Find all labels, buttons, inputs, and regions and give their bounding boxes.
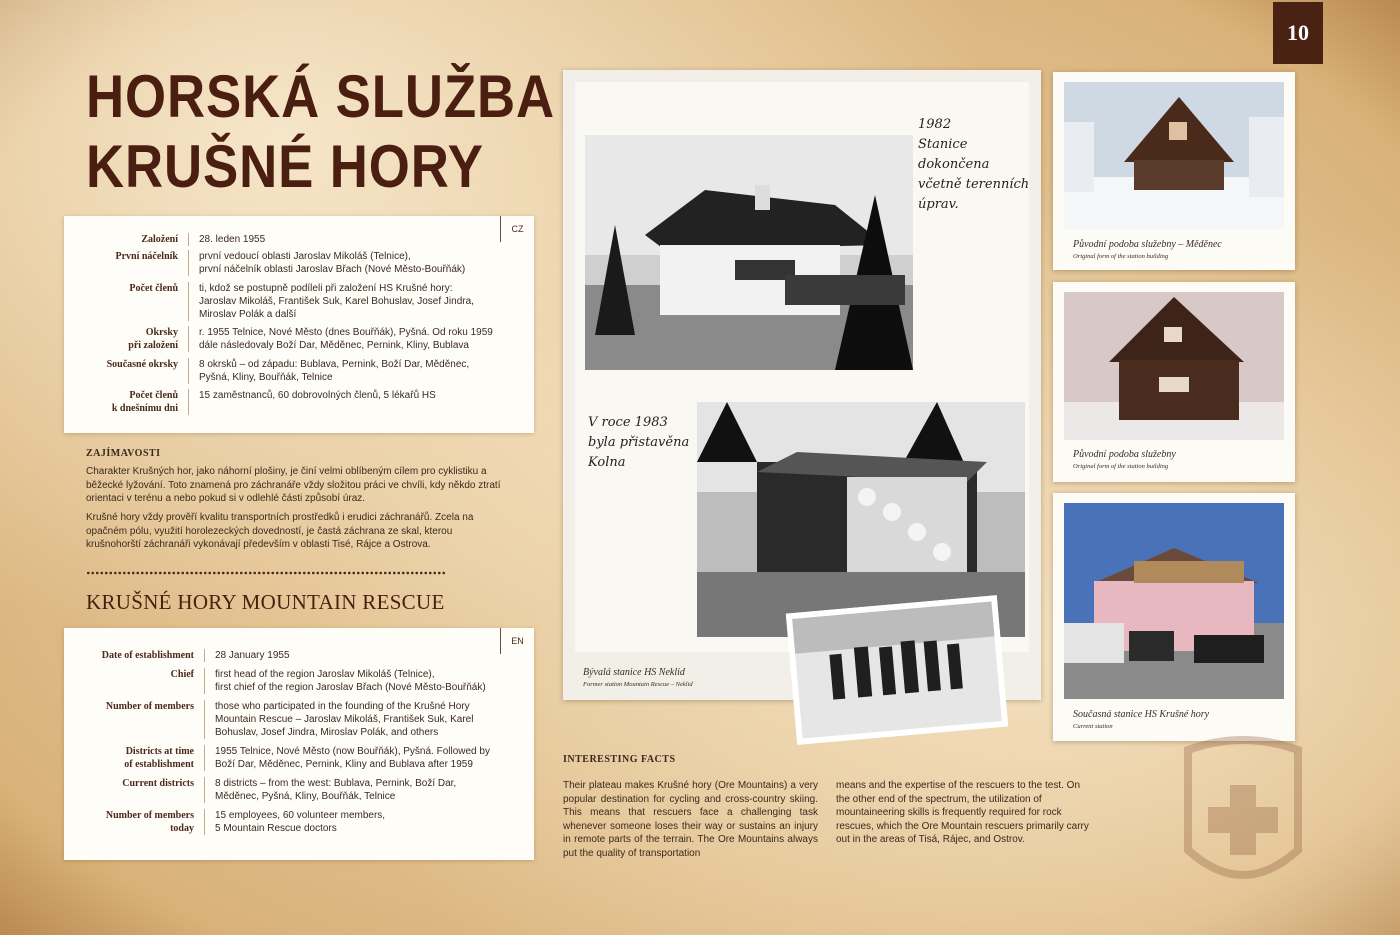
page-number: 10 [1273,2,1323,64]
horska-sluzba-logo-watermark [1168,730,1318,900]
lang-tag-cz: CZ [500,216,534,242]
cz-row [64,282,534,321]
row-value: 8 okrsků – od západu: Bublava, Pernink, Boží Dar, Měděnec, Pyšná, Kliny, Bouřňák, Telnice [199,359,470,383]
row-key: Chief [64,668,205,694]
row-value: první vedoucí oblasti Jaroslav Mikoláš (Telnice), první náčelník oblasti Jaroslav Břach (Nové Město-Bouřňák) [199,251,466,275]
row-value: 15 employees, 60 volunteer members, 5 Mountain Rescue doctors [215,810,386,834]
photo-card-current [1053,493,1295,741]
cz-row [64,233,534,246]
photo-current-station [1064,503,1284,699]
photo-caption-1: Původní podoba služebny – Měděnec [1073,239,1222,250]
photo-caption-2: Původní podoba služebny [1073,449,1176,460]
row-value: 8 districts – from the west: Bublava, Pernink, Boží Dar, Měděnec, Pyšná, Kliny, Bouřňák, Telnice [215,778,457,802]
row-key: Okrsky při založení [64,326,189,352]
row-key: První náčelník [64,250,189,276]
row-value: 1955 Telnice, Nové Město (now Bouřňák), Pyšná. Followed by Boží Dar, Měděnec, Pernink, Kliny and Bublava after 1959 [215,746,490,770]
album-page [563,70,1041,700]
row-value: 28 January 1955 [215,650,290,661]
row-value: r. 1955 Telnice, Nové Město (dnes Bouřňák), Pyšná. Od roku 1959 dále následovaly Boží Dar, Měděnec, Pernink, Kliny, Bublava [199,327,493,351]
en-row [64,777,534,803]
interesting-facts-col-1: Their plateau makes Krušné hory (Ore Mountains) a very popular destination for cycling and cross-country skiing. This means that rescuers face a challenging task whenever someone loses their way or sustains an injury in remote parts of the terrain. The Ore Mountains always put the quality of transportation [563,780,818,859]
photo-original-station [1064,292,1284,440]
cz-row [64,358,534,384]
en-row [64,668,534,694]
album-photo-station-1982 [585,135,913,370]
row-key: Current districts [64,777,205,803]
row-key: Number of members today [64,809,205,835]
album-caption-sub: Former station Mountain Rescue – Neklid [583,681,693,688]
en-info-card [64,628,534,860]
row-value: 15 zaměstnanců, 60 dobrovolných členů, 5 lékařů HS [199,390,436,401]
zajimavosti-paragraph-1: Charakter Krušných hor, jako náhorní plošiny, je činí velmi oblíbeným cílem pro cyklistiku a běžecké lyžování. Toto znamená pro záchranáře vždy složitou práci ve chvíli, kdy někdo ztratí orientaci v terénu a nebo pokud si v odlehlé části způsobí úraz. [86,466,501,504]
cz-row [64,326,534,352]
photo-caption-3: Současná stanice HS Krušné hory [1073,709,1210,720]
interesting-facts-heading: INTERESTING FACTS [563,754,676,765]
photo-caption-sub-2: Original form of the station building [1073,463,1169,470]
section-divider [86,571,446,575]
row-key: Districts at time of establishment [64,745,205,771]
title-line-1: HORSKÁ SLUŽBA [86,63,556,130]
album-photo-rescuers [786,595,1009,745]
cz-row [64,250,534,276]
row-key: Počet členů k dnešnímu dni [64,389,189,415]
cz-info-card [64,216,534,433]
interesting-facts-col-2: means and the expertise of the rescuers to the test. On the other end of the spectrum, the utilization of mountaineering skills is frequently required for rock rescues, which the Ore Mountain rescuers primarily carry out in the areas of Tisá, Rájec, and Ostrov. [836,780,1089,845]
row-key: Number of members [64,700,205,739]
lang-tag-en: EN [500,628,534,654]
album-note-1983: V roce 1983 byla přistavěna Kolna [588,415,690,470]
en-row [64,649,534,662]
zajimavosti-heading: ZAJÍMAVOSTI [86,448,161,459]
en-row [64,700,534,739]
row-value: ti, kdož se postupně podíleli při založení HS Krušné hory: Jaroslav Mikoláš, František Suk, Karel Bohuslav, Josef Jindra, Miroslav Polák a další [199,283,474,320]
row-value: those who participated in the founding of the Krušné Hory Mountain Rescue – Jaroslav Mikoláš, František Suk, Karel Bohuslav, Josef Jindra, Miroslav Polák, and others [215,701,474,738]
photo-original-station-snow [1064,82,1284,229]
page-title [86,62,555,202]
photo-caption-sub-1: Original form of the station building [1073,253,1169,260]
photo-card-medenec [1053,72,1295,270]
cz-row [64,389,534,415]
zajimavosti-paragraph-2: Krušné hory vždy prověří kvalitu transportních prostředků i erudici záchranářů. Zcela na opačném pólu, využití horolezeckých dovedností, je častá záchrana ze skal, kterou krušnohorští záchranáři vykonávají především v oblasti Tisé, Rájce a Ostrova. [86,512,474,550]
en-section-title: KRUŠNÉ HORY MOUNTAIN RESCUE [86,590,445,614]
row-key: Současné okrsky [64,358,189,384]
en-row [64,809,534,835]
album-note-1982: 1982 Stanice dokončena včetně terenních úprav. [918,117,1030,212]
title-line-2: KRUŠNÉ HORY [86,133,484,200]
row-value: first head of the region Jaroslav Mikoláš (Telnice), first chief of the region Jaroslav Břach (Nové Město-Bouřňák) [215,669,486,693]
row-key: Založení [64,233,189,246]
album-caption: Bývalá stanice HS Neklid [583,667,685,678]
row-key: Date of establishment [64,649,205,662]
row-key: Počet členů [64,282,189,321]
photo-caption-sub-3: Current station [1073,723,1113,730]
photo-card-original [1053,282,1295,482]
en-row [64,745,534,771]
row-value: 28. leden 1955 [199,234,266,245]
